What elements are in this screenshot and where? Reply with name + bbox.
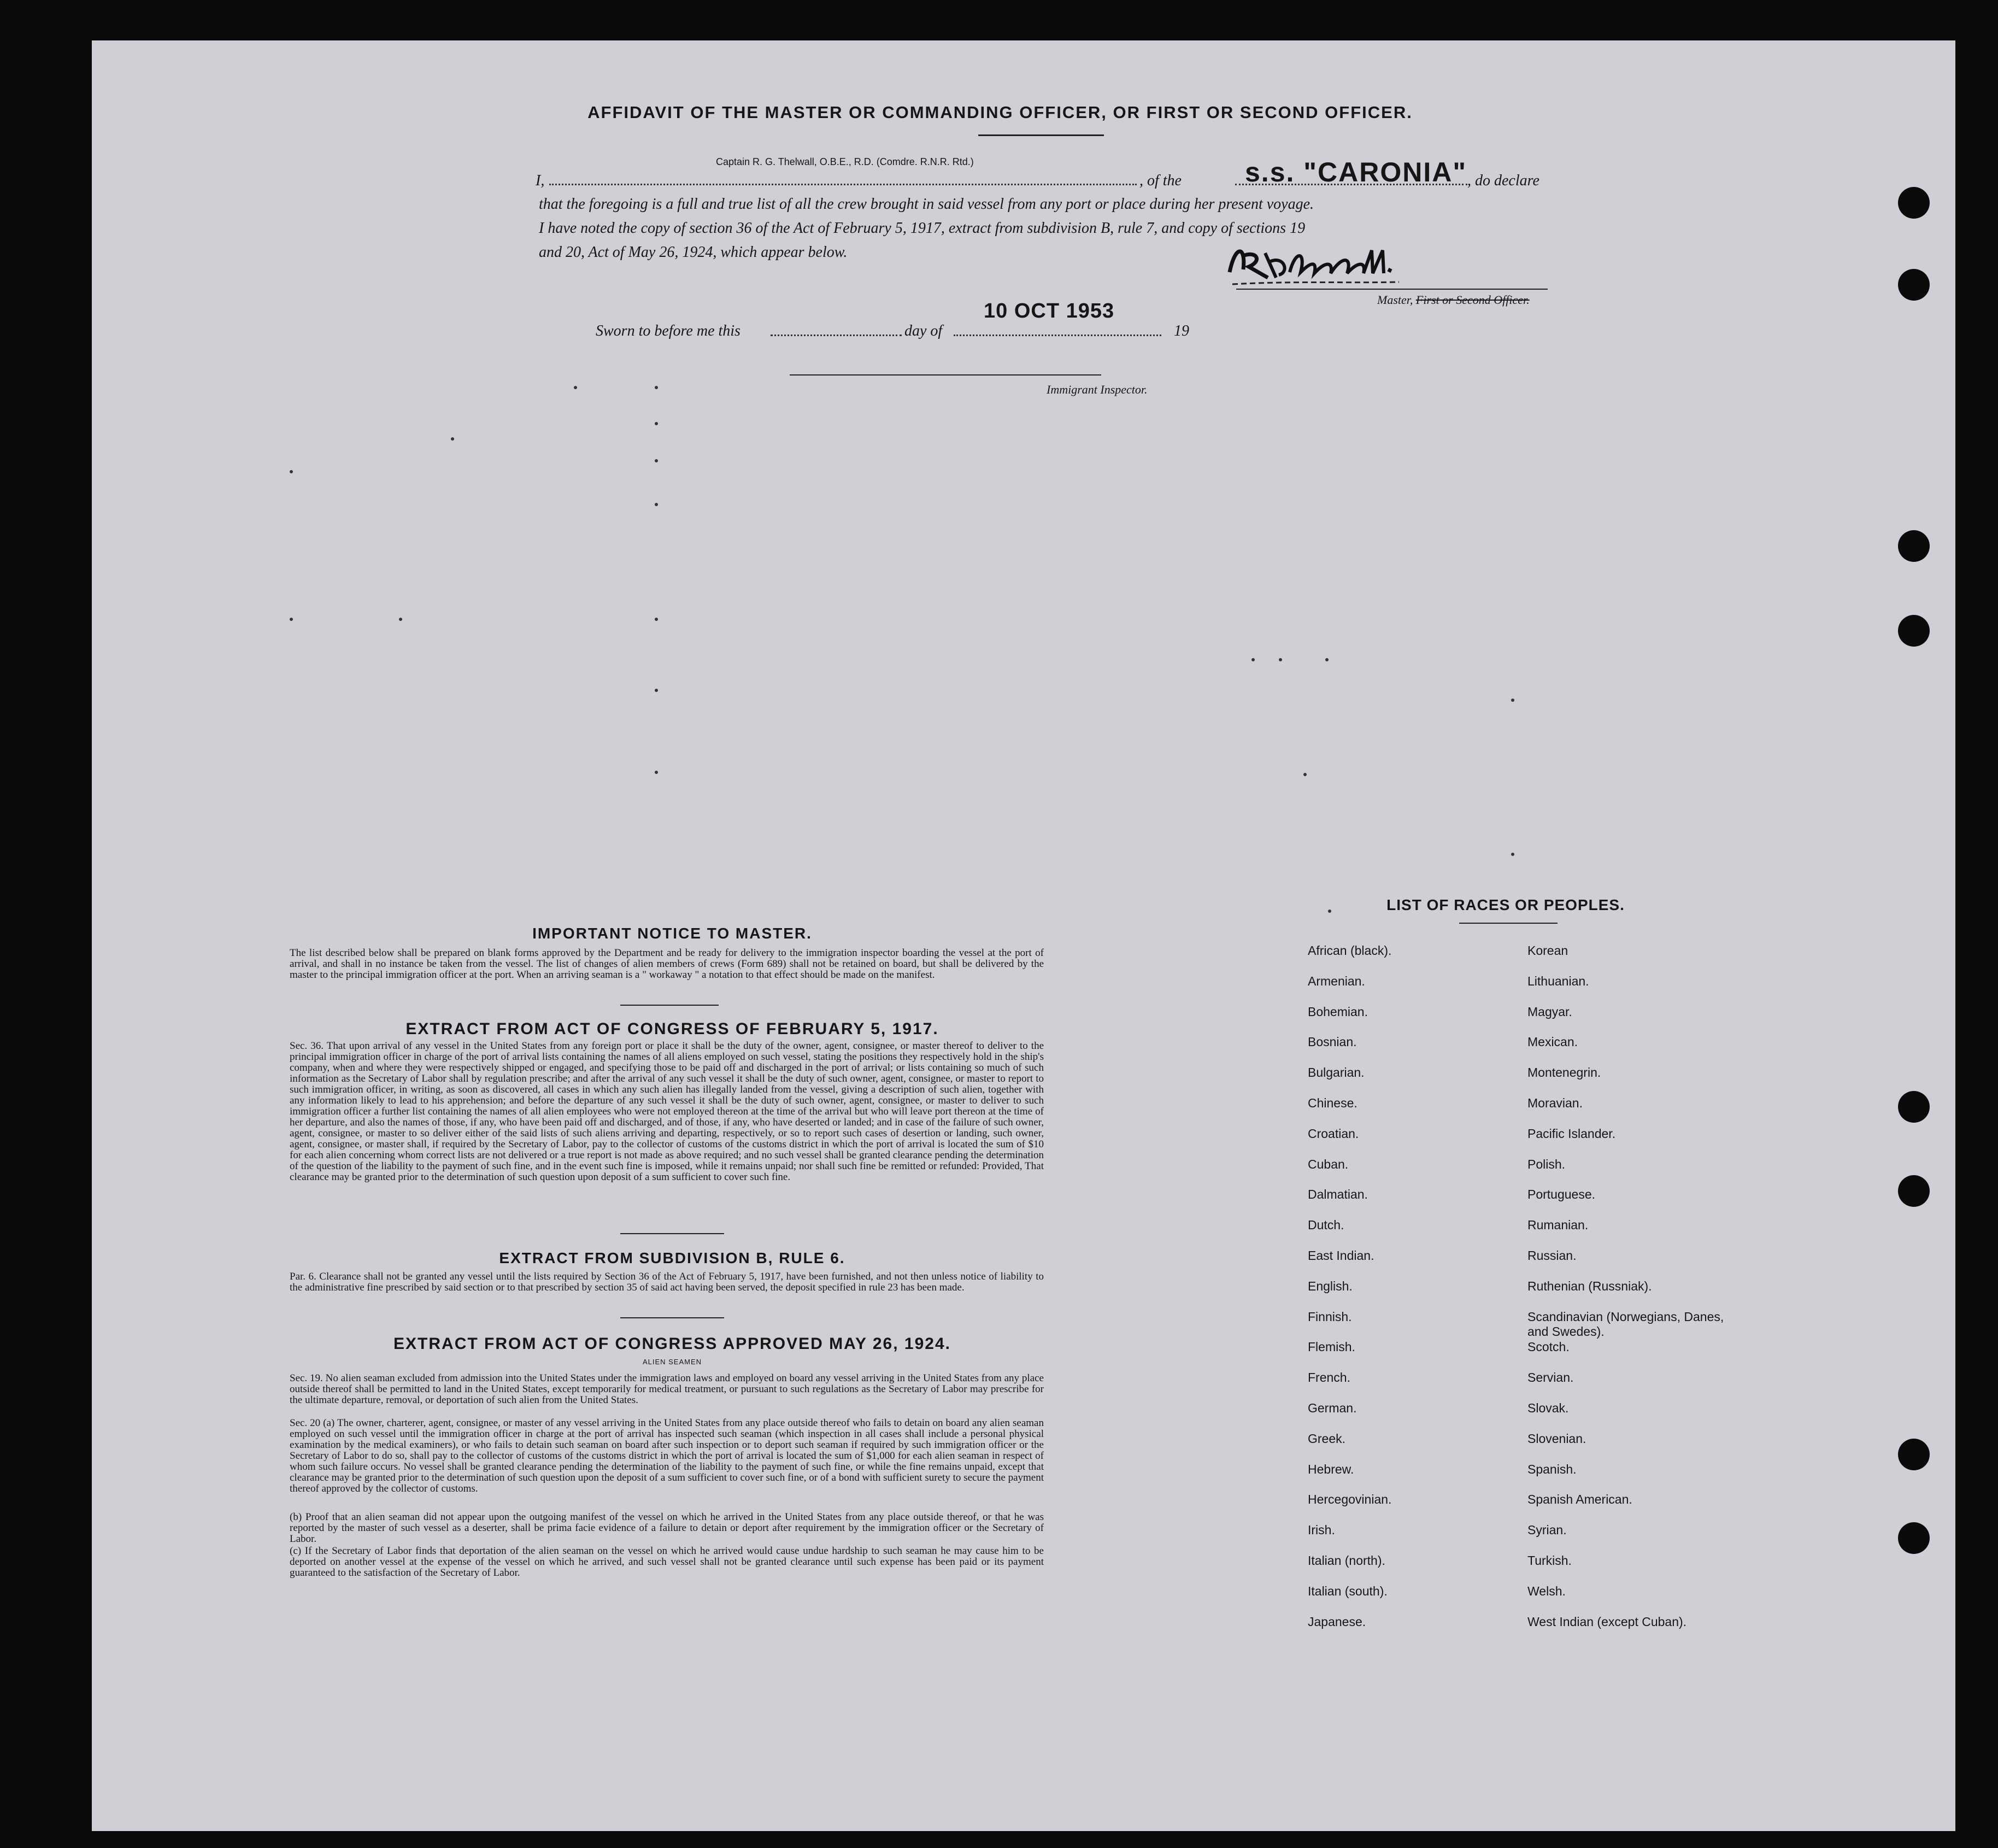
- race-item: Italian (north).: [1308, 1553, 1385, 1568]
- do-declare-label: , do declare: [1467, 172, 1539, 189]
- race-item: Cuban.: [1308, 1157, 1349, 1171]
- race-item: Montenegrin.: [1527, 1065, 1601, 1080]
- race-item: Lithuanian.: [1527, 973, 1589, 988]
- name-line: [549, 184, 1137, 185]
- master-label: Master,: [1377, 293, 1413, 307]
- race-item: Italian (south).: [1308, 1583, 1388, 1598]
- affidavit-line-3: and 20, Act of May 26, 1924, which appear below.: [539, 244, 848, 261]
- extract-1924-sec20a: Sec. 20 (a) The owner, charterer, agent, consignee, or master of any vessel arriving in the United States from any place outside thereof who fails to detain on board any alien seaman employed on such vessel until the immigration officer in charge at the port of arrival has inspected such seaman (which inspection in all cases shall include a personal physical examination by the medical examiners), or who fails to detain such seaman on board after such inspection or to deport such seaman if required by such immigration officer or the Secretary of Labor to do so, shall pay to the collector of customs of the customs district in which the port of arrival is located the sum of $1,000 for each alien seaman in respect of whom such failure occurs. No vessel shall be granted clearance pending the determination of the liability to the payment of such fine, or while the fine remains unpaid, except that clearance may be granted prior to the determination of such question upon the deposit of a sum sufficient to cover such fine, or of a bond with sufficient surety to secure the payment thereof approved by the collector of customs.: [290, 1417, 1044, 1494]
- race-item: Dutch.: [1308, 1218, 1344, 1233]
- race-item: Syrian.: [1527, 1523, 1567, 1538]
- affidavit-line-2: I have noted the copy of section 36 of the Act of February 5, 1917, extract from subdivision B, rule 7, and copy of sections 19: [539, 220, 1306, 237]
- extract-1924-sec20c: (c) If the Secretary of Labor finds that deportation of the alien seaman on the vessel on which he arrived would cause undue hardship to such seaman he may cause him to be deported on another vessel at the expense of the vessel on which he arrived, and such vessel shall not be granted clearance until such expense has been paid or its payment guaranteed to the satisfaction of the Secretary of Labor.: [290, 1545, 1044, 1579]
- dot-mark: [655, 386, 658, 389]
- race-item: English.: [1308, 1278, 1353, 1293]
- race-item: Bohemian.: [1308, 1004, 1368, 1019]
- race-item: Dalmatian.: [1308, 1187, 1368, 1202]
- race-item: Polish.: [1527, 1157, 1566, 1171]
- of-the-label: , of the: [1139, 172, 1182, 189]
- binder-hole: [1898, 1091, 1930, 1123]
- title-divider: [978, 134, 1104, 136]
- dot-mark: [655, 689, 658, 692]
- race-item: Mexican.: [1527, 1035, 1578, 1049]
- race-item: Portuguese.: [1527, 1187, 1596, 1202]
- race-item: Spanish American.: [1527, 1492, 1632, 1507]
- race-item: East Indian.: [1308, 1248, 1374, 1263]
- race-item: Greek.: [1308, 1431, 1346, 1446]
- race-item: Ruthenian (Russniak).: [1527, 1278, 1652, 1293]
- vessel-line: [1235, 184, 1467, 185]
- races-title: LIST OF RACES OR PEOPLES.: [1386, 896, 1625, 913]
- race-item: Slovak.: [1527, 1401, 1569, 1415]
- extract-1924-sec19: Sec. 19. No alien seaman excluded from admission into the United States under the immigration laws and employed on board any vessel arriving in the United States from any place outside thereof shall be permitted to land in the United States, except temporarily for medical treatment, or pursuant to such regulations as the Secretary of Labor may prescribe for the ultimate departure, removal, or deportation of such alien from the United States.: [290, 1372, 1044, 1406]
- dot-mark: [574, 386, 577, 389]
- signature-line: [1236, 289, 1548, 290]
- dot-mark: [1328, 910, 1331, 913]
- binder-hole: [1898, 615, 1930, 647]
- race-item: French.: [1308, 1370, 1350, 1385]
- sworn-day-line: [771, 335, 902, 336]
- race-item: Hercegovinian.: [1308, 1492, 1392, 1507]
- race-item: Scotch.: [1527, 1340, 1570, 1354]
- race-item: Spanish.: [1527, 1462, 1577, 1476]
- race-item: Welsh.: [1527, 1583, 1566, 1598]
- dot-mark: [290, 618, 293, 621]
- inspector-line: [790, 374, 1101, 376]
- race-item: Russian.: [1527, 1248, 1577, 1263]
- dot-mark: [655, 771, 658, 774]
- race-item: Hebrew.: [1308, 1462, 1354, 1476]
- binder-hole: [1898, 1439, 1930, 1470]
- race-item: Turkish.: [1527, 1553, 1572, 1568]
- binder-hole: [1898, 1175, 1930, 1207]
- declarant-name: Captain R. G. Thelwall, O.B.E., R.D. (Comdre. R.N.R. Rtd.): [716, 156, 974, 167]
- race-item: Rumanian.: [1527, 1218, 1589, 1233]
- extract-1924-sec20b: (b) Proof that an alien seaman did not appear upon the outgoing manifest of the vessel on which he arrived in the United States from any place outside thereof, or that he was reported by the master of such vessel as a deserter, shall be prima facie evidence of a failure to detain or deport after requirement by the immigration officer or the Secretary of Labor.: [290, 1511, 1044, 1545]
- notice-title: IMPORTANT NOTICE TO MASTER.: [532, 925, 812, 942]
- race-item: Japanese.: [1308, 1614, 1366, 1629]
- race-item: Korean: [1527, 943, 1568, 958]
- race-item: Armenian.: [1308, 973, 1365, 988]
- dot-mark: [1279, 658, 1282, 661]
- race-item: Moravian.: [1527, 1096, 1583, 1110]
- race-item: Chinese.: [1308, 1096, 1358, 1110]
- day-of-label: day of: [904, 322, 943, 339]
- notice-body: The list described below shall be prepared on blank forms approved by the Department and be ready for delivery to the immigration inspector boarding the vessel at the port of arrival, and shall in no instance be taken from the vessel. The list of changes of alien members of crews (Form 689) shall not be retained on board, but shall be delivered by the master to the principal immigration officer at the port. When an arriving seaman is a " workaway " a notation to that effect should be made on the manifest.: [290, 947, 1044, 981]
- year-label: 19: [1174, 322, 1189, 339]
- master-caption: [1377, 293, 1530, 307]
- inspector-label: Immigrant Inspector.: [1047, 383, 1148, 396]
- extract-1917-title: EXTRACT FROM ACT OF CONGRESS OF FEBRUARY 5, 1917.: [406, 1020, 939, 1038]
- affidavit-line-1: that the foregoing is a full and true list of all the crew brought in said vessel from any port or place during her present voyage.: [539, 196, 1314, 213]
- i-label: I,: [536, 172, 545, 189]
- subdivision-b-divider: [620, 1317, 724, 1318]
- binder-hole: [1898, 530, 1930, 562]
- race-item: Croatian.: [1308, 1126, 1359, 1141]
- race-item: Magyar.: [1527, 1004, 1572, 1019]
- races-divider: [1459, 923, 1558, 924]
- dot-mark: [1511, 699, 1514, 702]
- extract-1924-subtitle: ALIEN SEAMEN: [642, 1358, 702, 1366]
- dot-mark: [655, 422, 658, 425]
- binder-hole: [1898, 269, 1930, 301]
- dot-mark: [655, 503, 658, 506]
- dot-mark: [1303, 773, 1307, 776]
- dot-mark: [1325, 658, 1329, 661]
- subdivision-b-body: Par. 6. Clearance shall not be granted any vessel until the lists required by Section 36 of the Act of February 5, 1917, have been furnished, and not then unless notice of liability to the administrative fine prescribed by said section or to that prescribed by section 35 of said act having been served, the deposit specified in rule 23 has been made.: [290, 1271, 1044, 1293]
- sworn-month-line: [954, 335, 1161, 336]
- subdivision-b-title: EXTRACT FROM SUBDIVISION B, RULE 6.: [499, 1249, 845, 1266]
- dot-mark: [451, 437, 454, 441]
- binder-hole: [1898, 1522, 1930, 1554]
- extract-1917-divider: [620, 1233, 724, 1234]
- dot-mark: [1511, 853, 1514, 856]
- dot-mark: [290, 470, 293, 473]
- sworn-label: Sworn to before me this: [596, 322, 741, 339]
- race-item: Bulgarian.: [1308, 1065, 1365, 1080]
- race-item: African (black).: [1308, 943, 1392, 958]
- race-item: Servian.: [1527, 1370, 1574, 1385]
- affidavit-title: AFFIDAVIT OF THE MASTER OR COMMANDING OFFICER, OR FIRST OR SECOND OFFICER.: [587, 103, 1413, 122]
- race-item: Bosnian.: [1308, 1035, 1357, 1049]
- race-item: Flemish.: [1308, 1340, 1355, 1354]
- struck-officer-label: First or Second Officer.: [1415, 293, 1530, 307]
- dot-mark: [655, 459, 658, 462]
- dot-mark: [1251, 658, 1255, 661]
- race-item: Finnish.: [1308, 1309, 1352, 1324]
- master-signature: [1224, 239, 1410, 289]
- extract-1917-body: Sec. 36. That upon arrival of any vessel in the United States from any foreign port or place it shall be the duty of the owner, agent, consignee, or master thereof to deliver to the principal immigration officer in charge of the port of arrival lists containing the names of all aliens employed on such vessel, stating the positions they respectively hold in the ship's company, when and where they were respectively shipped or engaged, and specifying those to be paid off and discharged in the port of arrival; or lists containing so much of such information as the Secretary of Labor shall by regulation prescribe; and after the arrival of any such vessel it shall be the duty of such owner, agent, consignee, or master to report to such immigration officer, in writing, as soon as discovered, all cases in which any such alien has illegally landed from the vessel, giving a description of such alien, together with any information likely to lead to his apprehension; and before the departure of any such vessel it shall be the duty of such owner, agent, consignee, or master to deliver to such immigration officer a further list containing the names of all alien employees who were not employed thereon at the time of the arrival but who will leave port thereon at the time of her departure, and also the names of those, if any, who have been paid off and discharged, and of those, if any, who have deserted or landed; and in case of the failure of such owner, agent, consignee, or master to so deliver either of the said lists of such aliens arriving and departing, respectively, or so to report such cases of desertion or landing, such owner, agent, consignee, or master shall, if required by the Secretary of Labor, pay to the collector of customs of the customs district in which the port of arrival is located the sum of $10 for each alien concerning whom correct lists are not delivered or a true report is not made as above required; and no such vessel shall be granted clearance pending the determination of the question of the liability to the payment of such fine, and in the event such fine is imposed, while it remains unpaid; nor shall such fine be remitted or refunded: Provided, That clearance may be granted prior to the determination of such question upon deposit of a sum sufficient to cover such fine.: [290, 1040, 1044, 1183]
- race-item: Irish.: [1308, 1523, 1335, 1538]
- dot-mark: [399, 618, 402, 621]
- notice-divider: [620, 1005, 719, 1006]
- race-item: Scandinavian (Norwegians, Danes, and Swedes).: [1527, 1309, 1724, 1339]
- race-item: Pacific Islander.: [1527, 1126, 1616, 1141]
- race-item: German.: [1308, 1401, 1357, 1415]
- race-item: West Indian (except Cuban).: [1527, 1614, 1687, 1629]
- extract-1924-title: EXTRACT FROM ACT OF CONGRESS APPROVED MAY 26, 1924.: [393, 1335, 951, 1353]
- race-item: Slovenian.: [1527, 1431, 1586, 1446]
- date-stamp: 10 OCT 1953: [984, 300, 1115, 322]
- vessel-name: s.s. "CARONIA": [1245, 157, 1467, 187]
- dot-mark: [655, 618, 658, 621]
- binder-hole: [1898, 187, 1930, 219]
